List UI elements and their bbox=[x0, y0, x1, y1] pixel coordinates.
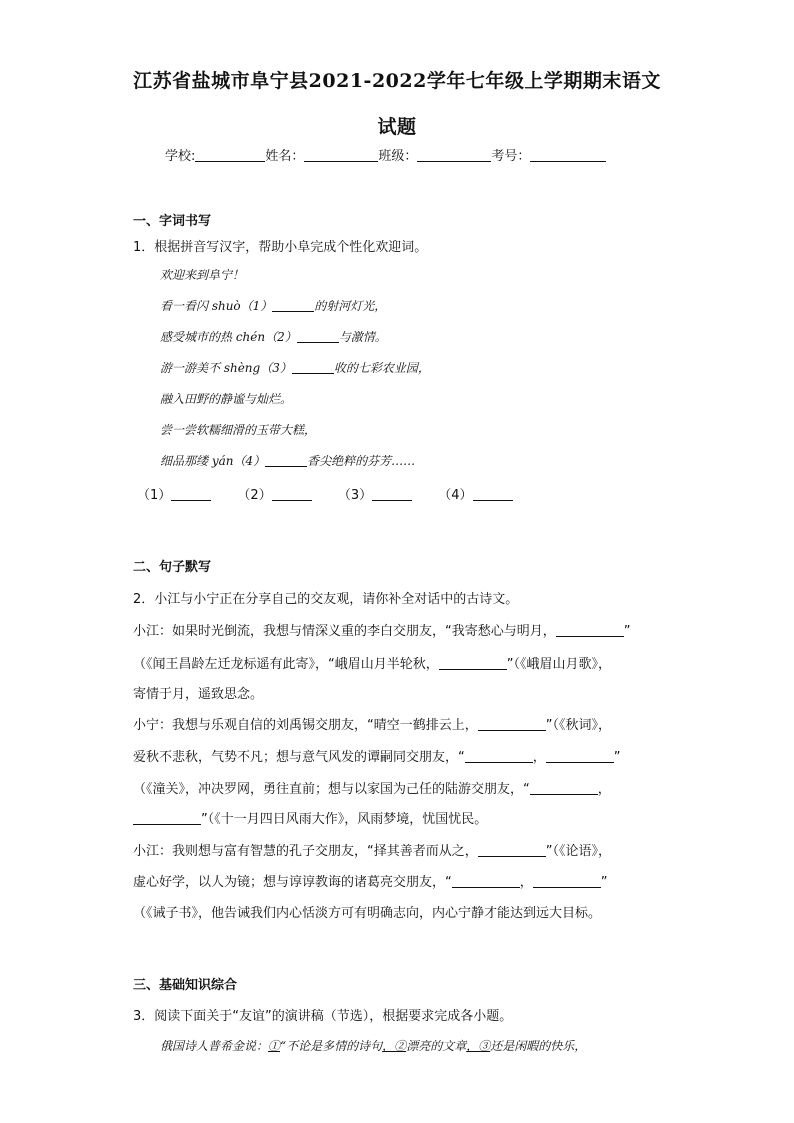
paragraph-line: （《潼关》，冲决罗网，勇往直前；想与以家国为己任的陆游交朋友，“ ， bbox=[133, 782, 611, 797]
student-info-row bbox=[165, 145, 606, 164]
paragraph-line: 小江：如果时光倒流，我想与情深义重的李白交朋友，“我寄愁心与明月， ” bbox=[133, 624, 631, 639]
answer-blank[interactable] bbox=[546, 750, 614, 763]
paragraph-line: （《闻王昌龄左迁龙标遥有此寄》，“峨眉山月半轮秋， ”（《峨眉山月歌》， bbox=[133, 657, 611, 672]
poem-line: 看一看闪 shuò（1） 的射河灯光， bbox=[160, 299, 387, 313]
exam-no-label: 考号： bbox=[491, 149, 531, 164]
name-label: 姓名： bbox=[265, 149, 305, 164]
answer-blank[interactable] bbox=[465, 750, 533, 763]
answer-blank-1[interactable] bbox=[171, 488, 211, 501]
answer-blank-3[interactable] bbox=[372, 488, 412, 501]
paragraph-line: 爱秋不悲秋，气势不凡；想与意气风发的谭嗣同交朋友，“ ， ” bbox=[133, 750, 621, 765]
class-field[interactable] bbox=[417, 147, 491, 162]
paragraph-line: 虚心好学，以人为镜；想与谆谆教诲的诸葛亮交朋友，“ ， ” bbox=[133, 875, 608, 890]
poem-line: 尝一尝软糯细滑的玉带大糕， bbox=[160, 423, 317, 437]
answer-blank[interactable] bbox=[265, 454, 307, 467]
school-field[interactable] bbox=[195, 147, 265, 162]
question-1-stem: 1．根据拼音写汉字，帮助小阜完成个性化欢迎词。 bbox=[133, 240, 428, 255]
paragraph-line: 小宁：我想与乐观自信的刘禹锡交朋友，“晴空一鹤排云上， ”（《秋词》， bbox=[133, 718, 611, 733]
poem-line: 融入田野的静谧与灿烂。 bbox=[160, 392, 293, 406]
answer-blank-2[interactable] bbox=[272, 488, 312, 501]
section-heading-3: 三、基础知识综合 bbox=[133, 978, 238, 993]
answer-blank-4[interactable] bbox=[473, 488, 513, 501]
answer-blank[interactable] bbox=[530, 782, 598, 795]
answer-blank[interactable] bbox=[478, 844, 546, 857]
answer-blank[interactable] bbox=[533, 875, 601, 888]
passage-line: 俄国诗人普希金说：①“不论是多情的诗句，②漂亮的文章，③还是闲暇的快乐， bbox=[160, 1039, 587, 1053]
poem-line: 游一游美不 shèng（3） 收的七彩农业园， bbox=[160, 361, 430, 375]
class-label: 班级： bbox=[378, 149, 418, 164]
page-title: 江苏省盐城市阜宁县2021-2022学年七年级上学期期末语文 bbox=[133, 70, 661, 92]
question-3-stem: 3．阅读下面关于“友谊”的演讲稿（节选），根据要求完成各小题。 bbox=[133, 1009, 513, 1024]
answer-blank[interactable] bbox=[452, 875, 520, 888]
answer-blank[interactable] bbox=[272, 299, 314, 312]
poem-line: 细品那缕 yán（4） 香尖绝粹的芬芳…… bbox=[160, 454, 416, 468]
poem-line: 欢迎来到阜宁！ bbox=[160, 268, 245, 282]
answer-blank[interactable] bbox=[556, 624, 624, 637]
paragraph-line: 小江：我则想与富有智慧的孔子交朋友，“择其善者而从之， ”（《论语》， bbox=[133, 844, 611, 859]
name-field[interactable] bbox=[304, 147, 378, 162]
answer-blank[interactable] bbox=[297, 330, 339, 343]
section-heading-1: 一、字词书写 bbox=[133, 214, 212, 229]
section-heading-2: 二、句子默写 bbox=[133, 560, 212, 575]
question-2-stem: 2．小江与小宁正在分享自己的交友观，请你补全对话中的古诗文。 bbox=[133, 592, 519, 607]
page-title-line2: 试题 bbox=[377, 116, 417, 138]
answer-blank[interactable] bbox=[478, 718, 546, 731]
school-label: 学校: bbox=[165, 149, 196, 164]
paragraph-line: （《诫子书》，他告诫我们内心恬淡方可有明确志向，内心宁静才能达到远大目标。 bbox=[133, 906, 602, 921]
paragraph-line: 寄情于月，遥致思念。 bbox=[133, 687, 264, 702]
exam-no-field[interactable] bbox=[530, 147, 606, 162]
poem-line: 感受城市的热 chén（2） 与激情。 bbox=[160, 330, 387, 344]
answer-blank[interactable] bbox=[439, 657, 507, 670]
answer-blank[interactable] bbox=[133, 812, 201, 825]
answer-blank[interactable] bbox=[292, 361, 334, 374]
paragraph-line: ”（《十一月四日风雨大作》，风雨梦境，忧国忧民。 bbox=[133, 808, 487, 827]
answer-row: （1） （2） （3） （4） bbox=[137, 484, 535, 503]
